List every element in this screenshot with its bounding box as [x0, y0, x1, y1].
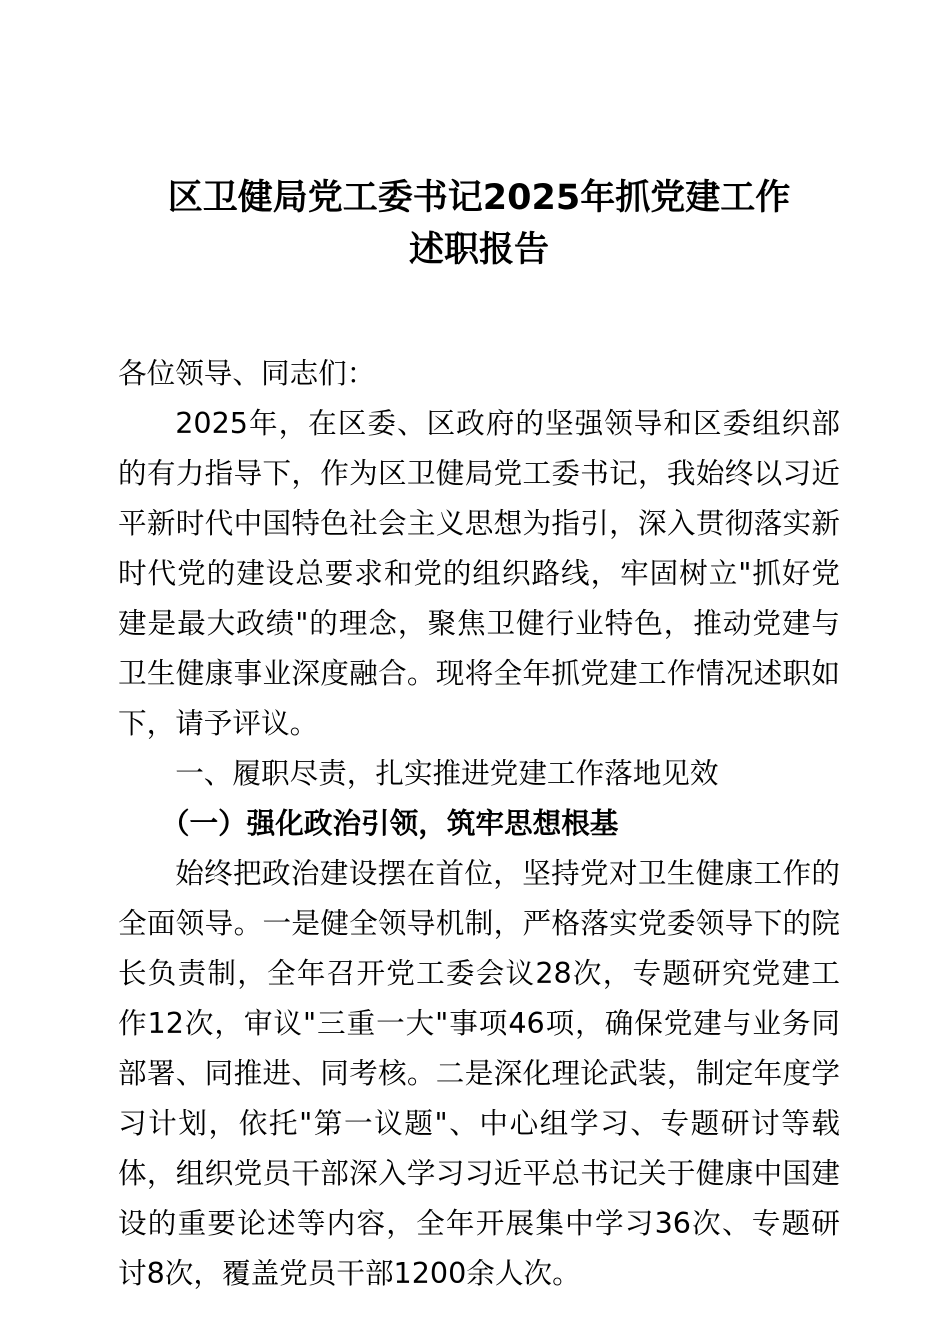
page-title-line-2: 述职报告 [408, 230, 549, 270]
salutation-line: 各位领导、同志们： [118, 356, 376, 390]
section-heading-1: 一、履职尽责，扎实推进党建工作落地见效 [175, 756, 719, 790]
intro-paragraph: 2025年，在区委、区政府的坚强领导和区委组织部的有力指导下，作为区卫健局党工委书记，我始终以习近平新时代中国特色社会主义思想为指引，深入贯彻落实新时代党的建设总要求和党的组织路线，牢固树立"抓好党建是最大政绩"的理念，聚焦卫健行业特色，推动党建与卫生健康事业深度融合。现将全年抓党建工作情况述职如下，请予评议。 [118, 406, 840, 740]
document-content [118, 0, 840, 1298]
subsection-1-paragraph: 始终把政治建设摆在首位，坚持党对卫生健康工作的全面领导。一是健全领导机制，严格落实党委领导下的院长负责制，全年召开党工委会议28次，专题研究党建工作12次，审议"三重一大"事项46项，确保党建与业务同部署、同推进、同考核。二是深化理论武装，制定年度学习计划，依托"第一议题"、中心组学习、专题研讨等载体，组织党员干部深入学习习近平总书记关于健康中国建设的重要论述等内容，全年开展集中学习36次、专题研讨8次，覆盖党员干部1200余人次。 [118, 856, 840, 1290]
page-title [118, 0, 840, 276]
page-title-line-1: 区卫健局党工委书记2025年抓党建工作 [167, 178, 791, 218]
subsection-heading-1: （一）强化政治引领，筑牢思想根基 [160, 806, 619, 840]
